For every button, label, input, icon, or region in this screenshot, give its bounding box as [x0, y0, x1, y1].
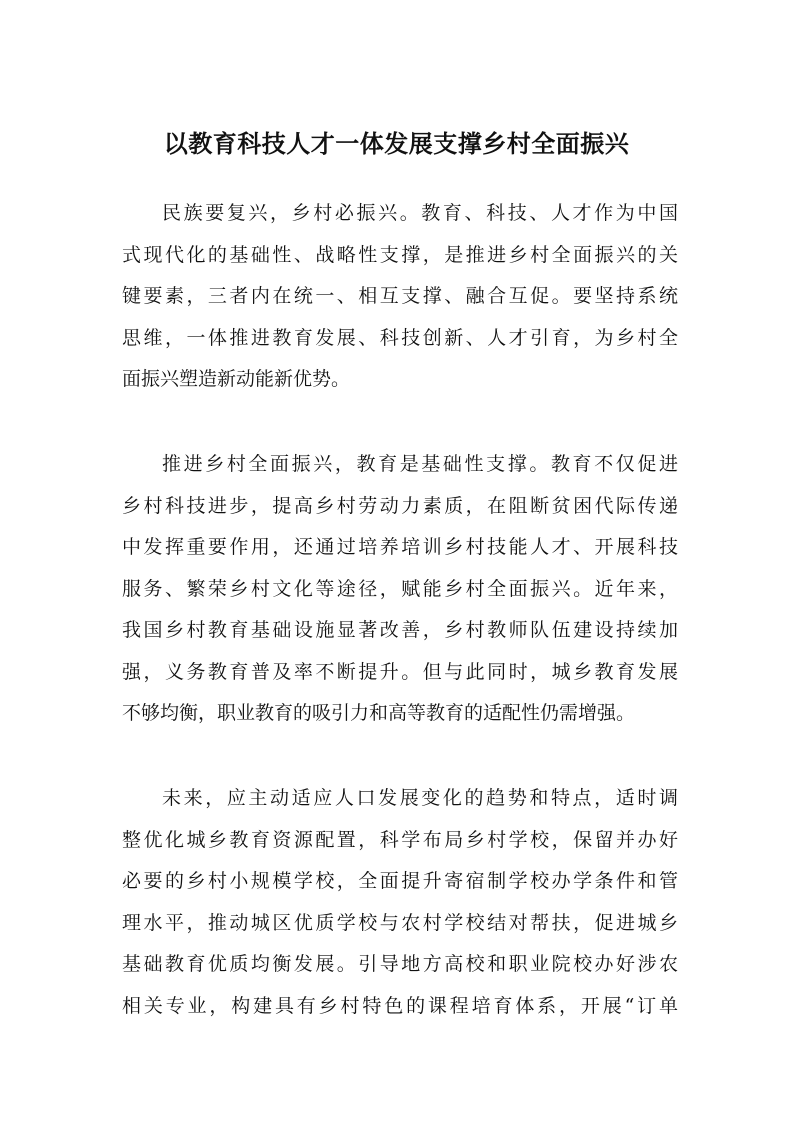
paragraph-line: 推进乡村全面振兴，教育是基础性支撑。教育不仅促进: [162, 453, 678, 475]
paragraph-line: 乡村科技进步，提高乡村劳动力素质，在阻断贫困代际传递: [122, 494, 678, 517]
paragraph-line: 强，义务教育普及率不断提升。但与此同时，城乡教育发展: [122, 660, 678, 683]
paragraph-line: 服务、繁荣乡村文化等途径，赋能乡村全面振兴。近年来，: [122, 577, 678, 600]
paragraph-line: 式现代化的基础性、战略性支撑，是推进乡村全面振兴的关: [122, 243, 678, 266]
paragraph-line: 基础教育优质均衡发展。引导地方高校和职业院校办好涉农: [122, 953, 678, 975]
paragraph-1: [122, 196, 678, 404]
paragraph-3: [122, 781, 678, 1030]
paragraph-line: 不够均衡，职业教育的吸引力和高等教育的适配性仍需增强。: [122, 702, 636, 724]
document-title: 以教育科技人才一体发展支撑乡村全面振兴: [163, 129, 630, 158]
paragraph-line: 面振兴塑造新动能新优势。: [122, 368, 351, 390]
paragraph-line: 思维，一体推进教育发展、科技创新、人才引育，为乡村全: [122, 326, 678, 349]
paragraph-line: 理水平，推动城区优质学校与农村学校结对帮扶，促进城乡: [122, 911, 678, 934]
paragraph-2: [122, 447, 678, 738]
paragraph-line: 民族要复兴，乡村必振兴。教育、科技、人才作为中国: [162, 202, 678, 224]
paragraph-line: 整优化城乡教育资源配置，科学布局乡村学校，保留并办好: [122, 828, 678, 851]
paragraph-line: 未来，应主动适应人口发展变化的趋势和特点，适时调: [162, 787, 678, 809]
paragraph-line: 相关专业，构建具有乡村特色的课程培育体系，开展“订单: [122, 994, 678, 1017]
paragraph-line: 键要素，三者内在统一、相互支撑、融合互促。要坚持系统: [122, 285, 678, 307]
paragraph-line: 我国乡村教育基础设施显著改善，乡村教师队伍建设持续加: [122, 619, 678, 641]
paragraph-line: 中发挥重要作用，还通过培养培训乡村技能人才、开展科技: [122, 536, 678, 558]
paragraph-line: 必要的乡村小规模学校，全面提升寄宿制学校办学条件和管: [122, 870, 678, 892]
